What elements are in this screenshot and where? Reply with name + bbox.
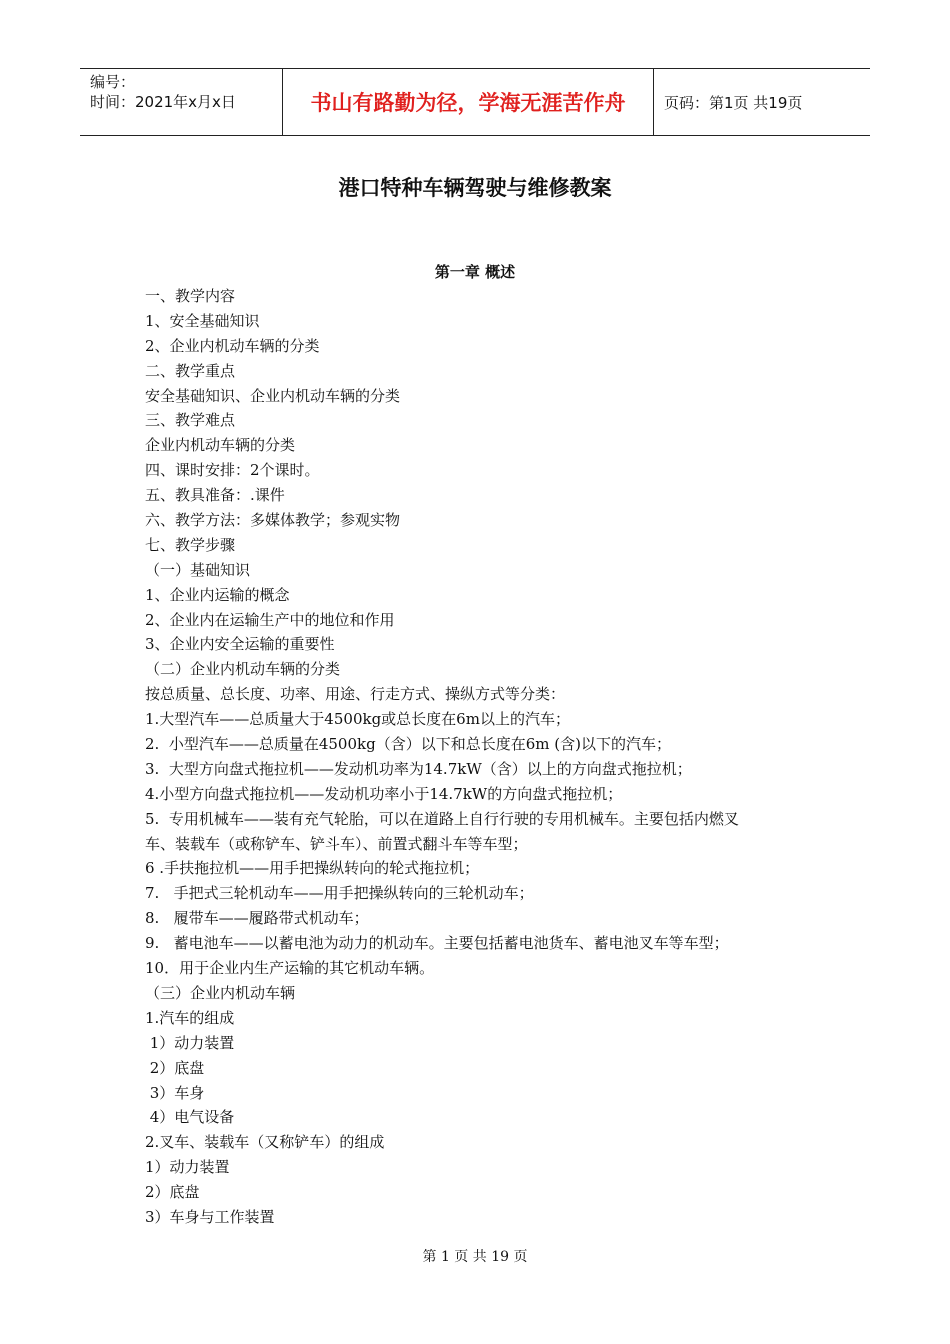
- header-motto: [282, 69, 654, 135]
- body-line: 1）动力装置: [145, 1158, 230, 1177]
- motto-text: 书山有路勤为径，学海无涯苦作舟: [310, 91, 626, 115]
- body-line: 一、教学内容: [145, 287, 236, 305]
- body-line: 8. 履带车——履路带式机动车；: [145, 909, 369, 928]
- chapter-title: 第一章 概述: [434, 263, 516, 281]
- body-line: 1）动力装置: [145, 1033, 235, 1052]
- body-line: 1、企业内运输的概念: [145, 585, 290, 604]
- body-line: 2）底盘: [145, 1183, 200, 1202]
- body-line: 2、企业内在运输生产中的地位和作用: [145, 610, 395, 629]
- body-line: 二、教学重点: [145, 361, 236, 380]
- body-line: （一）基础知识: [145, 560, 251, 579]
- body-line: 2）底盘: [145, 1058, 205, 1077]
- body-line: 3）车身: [145, 1083, 205, 1102]
- body-line: 安全基础知识、企业内机动车辆的分类: [145, 386, 401, 405]
- body-line: 五、教具准备：.课件: [145, 486, 285, 505]
- body-line: 6 .手扶拖拉机——用手把操纵转向的轮式拖拉机；: [145, 859, 480, 878]
- time-label: 时间：2021年x月x日: [90, 93, 236, 111]
- body-line: 车、装载车（或称铲车、铲斗车）、前置式翻斗车等车型；: [145, 834, 528, 853]
- document-title: 港口特种车辆驾驶与维修教案: [338, 176, 612, 200]
- body-line: 四、课时安排：2个课时。: [145, 461, 320, 480]
- header-page-info: [654, 69, 870, 135]
- body-line: 三、教学难点: [145, 411, 236, 430]
- body-line: 10．用于企业内生产运输的其它机动车辆。: [145, 959, 435, 978]
- body-line: 3）车身与工作装置: [145, 1207, 275, 1226]
- body-line: 1.汽车的组成: [145, 1008, 235, 1027]
- header-table: [80, 68, 870, 136]
- body-line: 1.大型汽车——总质量大于4500kg或总长度在6m以上的汽车；: [145, 710, 570, 729]
- body-line: 七、教学步骤: [145, 535, 236, 554]
- body-line: 六、教学方法：多媒体教学；参观实物: [145, 511, 401, 530]
- body-line: 3. 大型方向盘式拖拉机——发动机功率为14.7kW（含）以上的方向盘式拖拉机；: [145, 759, 692, 778]
- body-line: （二）企业内机动车辆的分类: [145, 660, 341, 679]
- body-line: （三）企业内机动车辆: [145, 983, 296, 1002]
- body-line: 9. 蓄电池车——以蓄电池为动力的机动车。主要包括蓄电池货车、蓄电池叉车等车型；: [145, 934, 729, 953]
- body-line: 4.小型方向盘式拖拉机——发动机功率小于14.7kW的方向盘式拖拉机；: [145, 784, 623, 803]
- page-info-text: 页码：第1页 共19页: [664, 93, 803, 112]
- body-line: 2.叉车、装载车（又称铲车）的组成: [145, 1133, 385, 1152]
- body-line: 5. 专用机械车——装有充气轮胎，可以在道路上自行行驶的专用机械车。主要包括内燃叉: [145, 809, 739, 828]
- body-line: 1、安全基础知识: [145, 311, 260, 330]
- body-text: [145, 284, 825, 1230]
- body-line: 4）电气设备: [145, 1108, 235, 1127]
- body-line: 2. 小型汽车——总质量在4500kg（含）以下和总长度在6m (含)以下的汽车；: [145, 735, 671, 754]
- page-footer: 第 1 页 共 19 页: [422, 1249, 528, 1265]
- body-line: 企业内机动车辆的分类: [145, 436, 296, 455]
- number-label: 编号：: [90, 73, 136, 91]
- body-line: 7. 手把式三轮机动车——用手把操纵转向的三轮机动车；: [145, 884, 534, 903]
- body-line: 2、企业内机动车辆的分类: [145, 336, 320, 355]
- body-line: 按总质量、总长度、功率、用途、行走方式、操纵方式等分类：: [145, 685, 566, 704]
- header-meta: [80, 69, 282, 135]
- body-line: 3、企业内安全运输的重要性: [145, 635, 335, 654]
